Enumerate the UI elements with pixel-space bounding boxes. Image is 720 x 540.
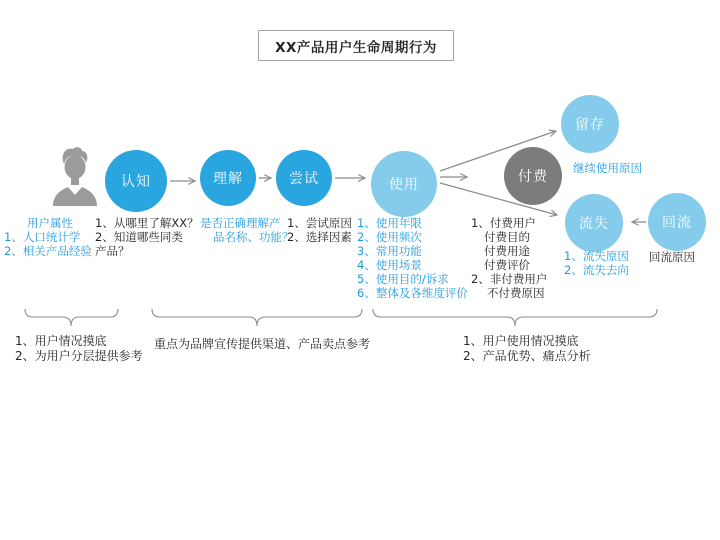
diagram-title: XX产品用户生命周期行为 xyxy=(275,39,437,56)
brace-middle xyxy=(152,309,362,326)
note-line: 产品？ xyxy=(95,244,130,258)
stage-circle-awareness xyxy=(105,150,167,212)
stage-circle-pay xyxy=(504,147,562,205)
note-line: 继续使用原因 xyxy=(573,161,642,175)
note-line: 6、整体及各维度评价 xyxy=(357,286,468,300)
return-note xyxy=(649,250,695,264)
note-line: 付费评价 xyxy=(484,258,530,272)
caption-line: 1、用户情况摸底 xyxy=(15,334,107,348)
pay-note xyxy=(471,216,547,300)
note-line: 品名称、功能？ xyxy=(213,230,294,244)
note-line: 1、尝试原因 xyxy=(287,216,352,230)
persona-note xyxy=(4,216,96,258)
caption-line: 重点为品牌宣传提供渠道、产品卖点参考 xyxy=(154,337,371,351)
note-line: 2、使用频次 xyxy=(357,230,422,244)
use-note xyxy=(357,216,468,300)
note-line: 2、选择因素 xyxy=(287,230,352,244)
brace-left xyxy=(25,309,118,326)
user-avatar-icon xyxy=(46,146,104,206)
stage-label-return: 回流 xyxy=(662,215,692,231)
note-line: 1、从哪里了解XX？ xyxy=(95,216,199,230)
caption-line: 2、产品优势、痛点分析 xyxy=(463,349,591,363)
stage-circle-use xyxy=(371,151,437,217)
note-line: 不付费原因 xyxy=(487,286,545,300)
stage-label-awareness: 认知 xyxy=(121,174,151,190)
persona-title: 用户属性 xyxy=(27,216,73,230)
stage-label-retention: 留存 xyxy=(575,117,605,133)
note-line: 3、常用功能 xyxy=(357,244,422,258)
note-line: 1、人口统计学 xyxy=(4,230,81,244)
stage-circle-try xyxy=(276,150,332,206)
brace-right xyxy=(373,309,657,326)
stage-label-churn: 流失 xyxy=(579,216,609,232)
stage-circle-return xyxy=(648,193,706,251)
note-line: 2、知道哪些同类 xyxy=(95,230,183,244)
caption-line: 1、用户使用情况摸底 xyxy=(463,334,579,348)
stage-circle-retention xyxy=(561,95,619,153)
retention-note xyxy=(573,161,642,175)
note-line: 5、使用目的/诉求 xyxy=(357,272,449,286)
awareness-note xyxy=(95,216,199,258)
stage-label-pay: 付费 xyxy=(518,169,548,185)
note-line: 付费目的 xyxy=(484,230,530,244)
note-line: 是否正确理解产 xyxy=(200,216,281,230)
note-line: 1、付费用户 xyxy=(471,216,536,230)
caption-line: 2、为用户分层提供参考 xyxy=(15,349,143,363)
note-line: 2、相关产品经验 xyxy=(4,244,92,258)
note-line: 1、使用年限 xyxy=(357,216,422,230)
brace-caption-middle xyxy=(154,337,370,352)
note-line: 2、流失去向 xyxy=(564,263,629,277)
stage-label-try: 尝试 xyxy=(289,171,319,187)
note-line: 1、流失原因 xyxy=(564,249,629,263)
brace-caption-left xyxy=(15,334,143,364)
stage-label-use: 使用 xyxy=(389,177,419,193)
churn-note xyxy=(564,249,629,277)
stage-label-understand: 理解 xyxy=(213,171,243,187)
try-note xyxy=(287,216,352,244)
note-line: 回流原因 xyxy=(649,250,695,264)
brace-caption-right xyxy=(463,334,591,364)
note-line: 2、非付费用户 xyxy=(471,272,548,286)
understand-note xyxy=(200,216,294,244)
stage-circle-understand xyxy=(200,150,256,206)
note-line: 4、使用场景 xyxy=(357,258,422,272)
stage-circle-churn xyxy=(565,194,623,252)
note-line: 付费用途 xyxy=(484,244,530,258)
